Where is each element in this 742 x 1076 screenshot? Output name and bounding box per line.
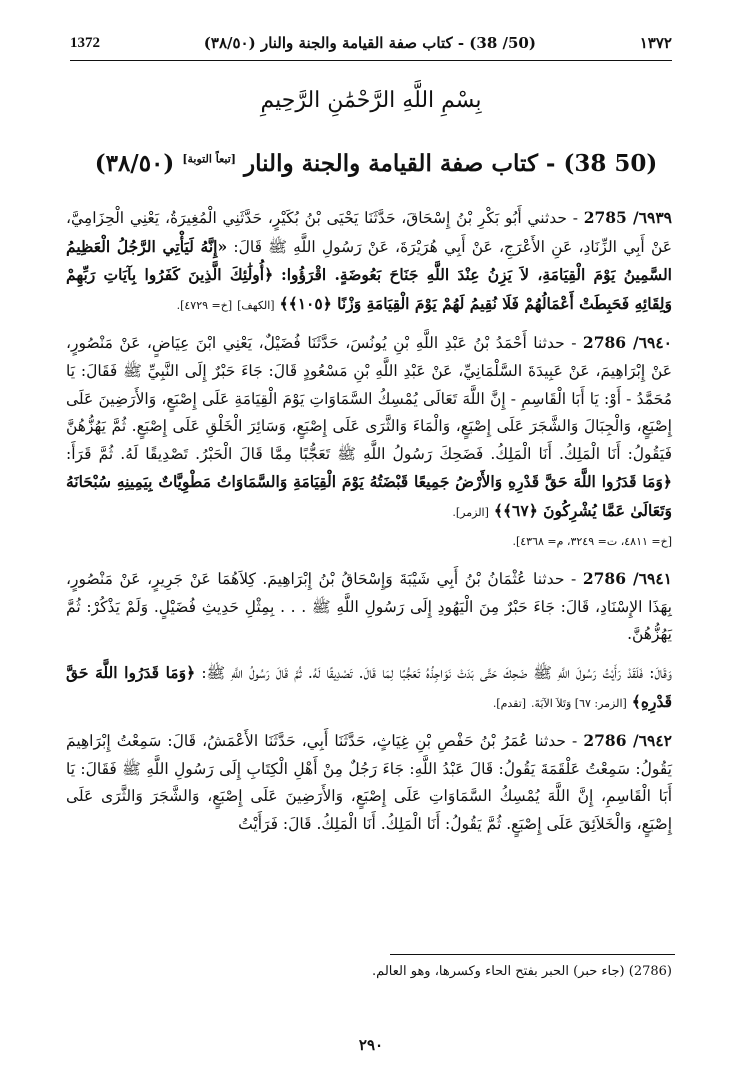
hadith-text: - حدثنا أَحْمَدُ بْنُ عَبْدِ اللَّهِ بْنِ يُونُسَ، حَدَّثَنَا فُضَيْلٌ، يَعْنِي ابْنَ عِيَاضٍ، عَنْ مَنْصُورٍ، عَنْ إِبْرَاهِيمَ، عَنْ عَبِيدَةَ السَّلْمَانِيِّ، عَنْ عَبْدِ اللَّهِ بْنِ مَسْعُودٍ قَالَ: جَاءَ حَبْرٌ إِلَى النَّبِيِّ ﷺ فَقَالَ: يَا مُحَمَّدُ - أَوْ: يَا أَبَا الْقَاسِمِ - إِنَّ اللَّهَ تَعَالَى يُمْسِكُ السَّمَاوَاتِ يَوْمَ الْقِيَامَةِ عَلَى إِصْبَعٍ، وَالأَرَضِينَ عَلَى إِصْبَعٍ، وَالْجِبَالَ وَالشَّجَرَ عَلَى إِصْبَعٍ، وَالْمَاءَ وَالثَّرَى عَلَى إِصْبَعٍ، وَسَائِرَ الْخَلْقِ عَلَى إِصْبَعٍ. ثُمَّ يَهُزُّهُنَّ فَيَقُولُ: أَنَا الْمَلِكُ. أَنَا الْمَلِكُ. فَضَحِكَ رَسُولُ اللَّهِ ﷺ تَعَجُّبًا مِمَّا قَالَ الْحَبْرُ. تَصْدِيقًا لَهُ. ثُمَّ قَرَأَ:: [66, 334, 672, 463]
page-number-arabic: ١٣٧٢: [639, 34, 672, 52]
hadith-number: ٦٩٤٢/ 2786: [583, 731, 672, 751]
hadith-text: وَقَالَ: فَلَقَدْ رَأَيْتُ رَسُولَ اللَّهِ ﷺ ضَحِكَ حَتَّى بَدَتْ نَوَاجِذُهُ تَعَجُّبًا لِمَا قَالَ. تَصْدِيقًا لَهُ. ثُمَّ قَالَ رَسُولُ اللَّهِ ﷺ:: [201, 663, 672, 682]
book-title-prefix: (50 38): [563, 150, 658, 177]
surah-tag: [الزمر].: [452, 505, 489, 519]
hadith-entry: [66, 329, 672, 555]
hadith-text: - حدثنا عُمَرُ بْنُ حَفْصِ بْنِ غِيَاثٍ، حَدَّثَنَا أَبِي، حَدَّثَنَا الأَعْمَشُ، قَالَ: سَمِعْتُ إِبْرَاهِيمَ يَقُولُ: سَمِعْتُ عَلْقَمَةَ يَقُولُ: قَالَ عَبْدُ اللَّهِ: جَاءَ رَجُلٌ مِنْ أَهْلِ الْكِتَابِ إِلَى رَسُولِ اللَّهِ ﷺ فَقَالَ: يَا أَبَا الْقَاسِمِ، إِنَّ اللَّهَ يُمْسِكُ السَّمَاوَاتِ عَلَى إِصْبَعٍ، وَالأَرَضِينَ عَلَى إِصْبَعٍ، وَالشَّجَرَ وَالثَّرَى عَلَى إِصْبَعٍ، وَالْخَلاَئِقَ عَلَى إِصْبَعٍ. ثُمَّ يَقُولُ: أَنَا الْمَلِكُ. أَنَا الْمَلِكُ. قَالَ: فَرَأَيْتُ: [66, 732, 672, 833]
cross-reference: [خ= ٤٨١١، ت= ٣٢٤٩، م= ٤٣٦٨].: [512, 534, 672, 548]
running-title: (50/ 38) - كتاب صفة القيامة والجنة والنار (٣٨/٥٠): [203, 34, 536, 52]
quran-quote: ﴿أُولَٰئِكَ الَّذِينَ كَفَرُوا بِآيَاتِ رَبِّهِمْ وَلِقَائِهِ فَحَبِطَتْ أَعْمَالُهُمْ فَلَا نُقِيمُ لَهُمْ يَوْمَ الْقِيَامَةِ وَزْنًا ﴿١٠٥﴾﴾: [66, 265, 672, 313]
surah-tag: [الكهف]: [237, 298, 275, 312]
book-title-suffix: (٣٨/٥٠): [94, 150, 175, 177]
running-header: [70, 26, 672, 61]
quran-quote: ﴿وَمَا قَدَرُوا اللَّهَ حَقَّ قَدْرِهِ وَالأَرْضُ جَمِيعًا قَبْضَتُهُ يَوْمَ الْقِيَامَةِ وَالسَّمَاوَاتُ مَطْوِيَّاتٌ بِيَمِينِهِ سُبْحَانَهُ وَتَعَالَىٰ عَمَّا يُشْرِكُونَ ﴿٦٧﴾﴾: [66, 472, 672, 520]
hadith-entry: [66, 565, 672, 649]
hadith-entry: [66, 727, 672, 838]
book-title: [80, 150, 672, 177]
hadith-text: - حدثني أَبُو بَكْرِ بْنُ إِسْحَاقَ، حَدَّثَنَا يَحْيَى بْنُ بُكَيْرٍ، حَدَّثَنِي الْمُغِيرَةُ، يَعْنِي الْحِزَامِيَّ، عَنْ أَبِي الزِّنَادِ، عَنِ الأَعْرَجِ، عَنْ أَبِي هُرَيْرَةَ، عَنْ رَسُولِ اللَّهِ ﷺ قَالَ:: [66, 209, 672, 256]
cross-reference: [تقدم].: [492, 696, 527, 710]
hadith-number: ٦٩٤١/ 2786: [582, 569, 673, 589]
hadith-text: - حدثنا عُثْمَانُ بْنُ أَبِي شَيْبَةَ وَإِسْحَاقُ بْنُ إِبْرَاهِيمَ. كِلاَهُمَا عَنْ جَرِيرٍ، عَنْ مَنْصُورٍ، بِهَذَا الإِسْنَادِ، قَالَ: جَاءَ حَبْرٌ مِنَ الْيَهُودِ إِلَى رَسُولِ اللَّهِ ﷺ . . . بِمِثْلِ حَدِيثِ فُضَيْلٍ. وَلَمْ يَذْكُرْ: ثُمَّ يَهُزُّهُنَّ.: [66, 570, 672, 644]
book-title-text: - كتاب صفة القيامة والجنة والنار: [244, 150, 556, 177]
cross-reference: [خ= ٤٧٢٩].: [176, 298, 233, 312]
page-number-latin: 1372: [70, 34, 100, 51]
hadith-body: [66, 204, 672, 848]
quran-quote: ﴿وَمَا قَدَرُوا اللَّهَ حَقَّ قَدْرِهِ﴾: [66, 662, 672, 711]
surah-tag: [الزمر: ٦٧] وَتَلاَ الآيَةَ.: [531, 696, 627, 710]
book-title-ref: [تبعاً التوبة]: [182, 152, 236, 166]
footnote: (2786) (جاء حبر) الحبر بفتح الحاء وكسرها، وهو العالم.: [372, 964, 672, 979]
hadith-entry: [66, 659, 672, 717]
page-number: ٢٩٠: [358, 1036, 384, 1054]
hadith-entry: [66, 204, 672, 319]
hadith-emphasis: «إِنَّهُ لَيَأْتِي الرَّجُلُ الْعَظِيمُ السَّمِينُ يَوْمَ الْقِيَامَةِ، لاَ يَزِنُ عِنْدَ اللَّهِ جَنَاحَ بَعُوضَةٍ. اقْرَؤُوا:: [66, 236, 672, 285]
basmala: بِسْمِ اللَّهِ الرَّحْمَٰنِ الرَّحِيمِ: [260, 88, 482, 113]
hadith-number: ٦٩٤٠/ 2786: [582, 333, 672, 353]
hadith-number: ٦٩٣٩/ 2785: [583, 208, 673, 227]
footnote-divider: [390, 954, 675, 955]
